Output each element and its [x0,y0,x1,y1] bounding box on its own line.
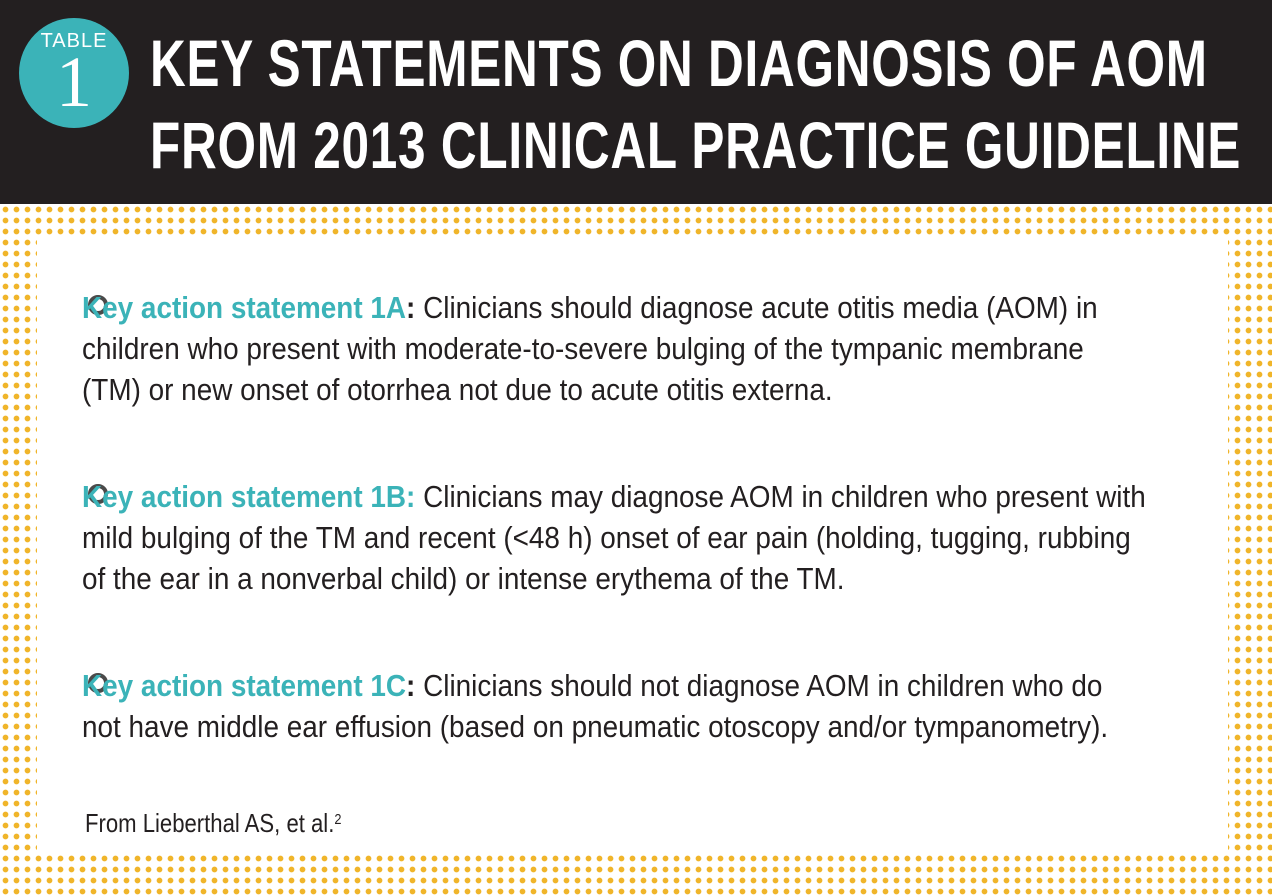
source-citation [85,806,341,840]
statement-1b-text: Clinicians may diagnose AOM in children who present with mild bulging of the TM and recent (<48 h) onset of ear pain (holding, tugging, rubbing of the ear in a nonverbal child) or intense erythema of the TM. [82,479,1146,596]
statement-1a [82,287,1202,410]
source-citation-text: From Lieberthal AS, et al. [85,808,335,838]
table-title [150,22,1242,186]
statement-1c-colon: : [406,668,416,703]
statement-1b-label: Key action statement 1B: [82,479,416,514]
statement-1c-label: Key action statement 1C [82,668,407,703]
statement-1c [82,665,1202,747]
statement-1c-text: Clinicians should not diagnose AOM in children who do not have middle ear effusion (based on pneumatic otoscopy and/or tympanometry). [82,668,1109,744]
table-header [0,0,1272,204]
statement-1b [82,476,1202,599]
statement-1a-colon: : [406,290,416,325]
source-reference-number: 2 [334,811,342,828]
table-badge [19,18,129,128]
table-title-line-1: KEY STATEMENTS ON DIAGNOSIS OF AOM [150,26,1208,100]
table-badge-number: 1 [56,42,92,122]
statement-1a-text: Clinicians should diagnose acute otitis media (AOM) in children who present with moderate-to-severe bulging of the tympanic membrane (TM) or new onset of otorrhea not due to acute otitis externa. [82,290,1098,407]
statement-1a-label: Key action statement 1A [82,290,407,325]
table-badge-label: TABLE [40,30,108,52]
table-title-line-2: FROM 2013 CLINICAL PRACTICE GUIDELINE [150,108,1242,182]
